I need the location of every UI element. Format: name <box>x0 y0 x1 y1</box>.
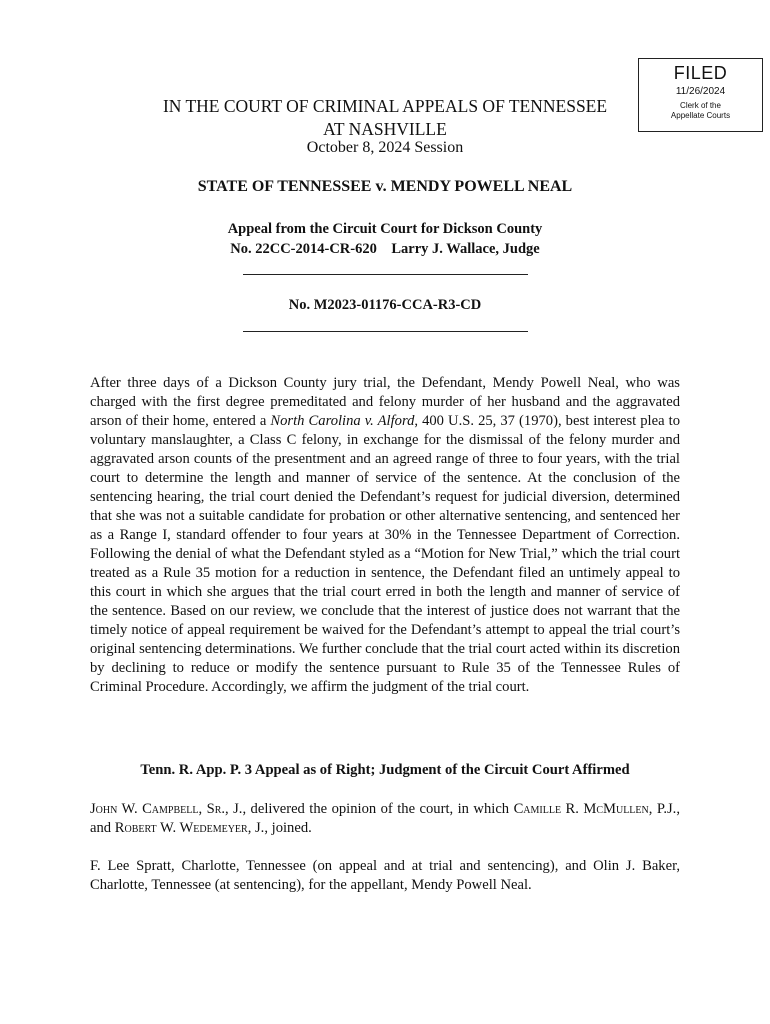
summary-text-part1: After three days of a Dickson County jury trial, the Defendant, Mendy Powell Neal, who was charged with the first degree premeditated and felony murder of her husband and the aggravated arson of their home, entered a <box>90 375 680 429</box>
trial-docket-judge: No. 22CC-2014-CR-620 Larry J. Wallace, Judge <box>230 241 540 257</box>
court-location: AT NASHVILLE <box>323 119 447 139</box>
appeal-info <box>90 219 680 259</box>
stamp-date: 11/26/2024 <box>675 86 726 97</box>
judges-text: , and <box>90 801 680 836</box>
panel-judges <box>90 800 680 838</box>
appeal-docket-number: No. M2023-01176-CCA-R3-CD <box>288 297 482 313</box>
holding-line: Tenn. R. App. P. 3 Appeal as of Right; Judgment of the Circuit Court Affirmed <box>140 762 630 778</box>
session-date: October 8, 2024 Session <box>306 139 464 156</box>
third-judge: Robert W. Wedemeyer, J. <box>114 820 265 836</box>
case-summary <box>90 374 680 697</box>
cited-case-name: North Carolina v. Alford <box>270 413 415 429</box>
appeal-court: Appeal from the Circuit Court for Dickson County <box>227 221 543 237</box>
divider-rule <box>243 274 528 275</box>
divider-rule <box>243 331 528 332</box>
stamp-clerk-line1: Clerk of the <box>680 101 721 110</box>
stamp-filed-label: FILED <box>673 63 728 83</box>
summary-text-part2: , 400 U.S. 25, 37 (1970), best interest plea to voluntary manslaughter, a Class C felony, in exchange for the dismissal of the felony murder and aggravated arson counts of the presentment and an agreed range of three to four years, with the trial court to determine the length and manner of service of the sentence. At the conclusion of the sentencing hearing, the trial court denied the Defendant’s request for judicial diversion, determined that she was not a suitable candidate for probation or other alternative sentencing, and sentenced her as a Range I, standard offender to four years at 30% in the Tennessee Department of Correction. Following the denial of what the Defendant styled as a “Motion for New Trial,” which the trial court treated as a Rule 35 motion for a reduction in sentence, the Defendant filed an untimely appeal to this court in which she argues that the trial court erred in both the length and manner of service of the sentence. Based on our review, we conclude that the interest of justice does not warrant that the timely notice of appeal requirement be waived for the Defendant’s attempt to appeal the trial court’s original sentencing determinations. We further conclude that the trial court acted within its discretion by declining to reduce or modify the sentence pursuant to Rule 35 of the Tennessee Rules of Criminal Procedure. Accordingly, we affirm the judgment of the trial court. <box>90 413 680 695</box>
counsel-appellant: F. Lee Spratt, Charlotte, Tennessee (on appeal and at trial and sentencing), and Olin J. Baker, Charlotte, Tennessee (at sentencing), for the appellant, Mendy Powell Neal. <box>90 858 680 893</box>
author-judge: John W. Campbell, Sr., J. <box>90 801 243 817</box>
case-caption: STATE OF TENNESSEE v. MENDY POWELL NEAL <box>197 178 573 195</box>
judges-text: , joined. <box>264 820 312 836</box>
court-name: IN THE COURT OF CRIMINAL APPEALS OF TENNESSEE <box>162 96 608 116</box>
judges-text: , delivered the opinion of the court, in which <box>242 801 514 817</box>
court-heading <box>90 95 680 141</box>
presiding-judge: Camille R. McMullen, P.J. <box>513 801 677 817</box>
stamp-clerk-line2: Appellate Courts <box>670 111 731 120</box>
